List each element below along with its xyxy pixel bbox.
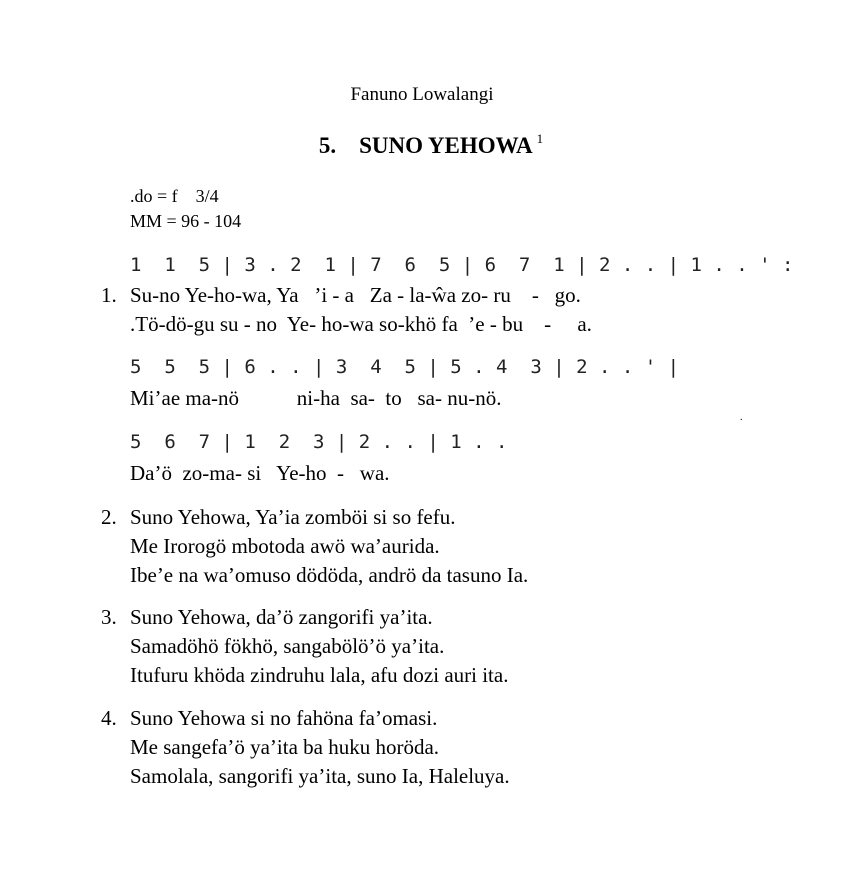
lyric-line: .Tö-dö-gu su - no Ye- ho-wa so-khö fa ’e - bu - a. <box>130 312 592 336</box>
verse-number-2: 2. <box>101 505 117 529</box>
lyric-line: Mi’ae ma-nö ni-ha sa- to sa- nu-nö. <box>130 386 502 410</box>
verse-number-4: 4. <box>101 706 117 730</box>
verse-line: Suno Yehowa, Ya’ia zomböi si so fefu. <box>130 505 456 529</box>
lyric-line: Su-no Ye-ho-wa, Ya ’i - a Za - la-ŵa zo- ru - go. <box>130 283 581 307</box>
stray-mark: . <box>740 412 743 423</box>
notation-line-1: 1 1 5 | 3 . 2 1 | 7 6 5 | 6 7 1 | 2 . . | 1 . . ' : <box>130 254 794 276</box>
verse-line: Samolala, sangorifi ya’ita, suno Ia, Haleluya. <box>130 764 510 788</box>
verse-line: Itufuru khöda zindruhu lala, afu dozi auri ita. <box>130 663 509 687</box>
verse-line: Me sangefa’ö ya’ita ba huku horöda. <box>130 735 440 759</box>
metronome-mark: MM = 96 - 104 <box>130 211 242 231</box>
hymn-title <box>0 131 844 159</box>
book-title: Fanuno Lowalangi <box>350 84 494 105</box>
verse-line: Suno Yehowa si no fahöna fa’omasi. <box>130 706 438 730</box>
hymn-number: 5. <box>318 133 337 158</box>
verse-line: Suno Yehowa, da’ö zangorifi ya’ita. <box>130 605 433 629</box>
notation-line-3: 5 6 7 | 1 2 3 | 2 . . | 1 . . <box>130 431 508 453</box>
verse-line: Samadöhö fökhö, sangabölö’ö ya’ita. <box>130 634 445 658</box>
footnote-marker: 1 <box>536 131 544 146</box>
notation-line-2: 5 5 5 | 6 . . | 3 4 5 | 5 . 4 3 | 2 . . ' | <box>130 356 680 378</box>
verse-line: Me Irorogö mbotoda awö wa’aurida. <box>130 534 440 558</box>
verse-number-3: 3. <box>101 605 117 629</box>
hymn-title-text: SUNO YEHOWA <box>359 133 533 158</box>
lyric-line: Da’ö zo-ma- si Ye-ho - wa. <box>130 461 390 485</box>
verse-line: Ibe’e na wa’omuso dödöda, andrö da tasuno Ia. <box>130 563 529 587</box>
key-signature: .do = f 3/4 <box>130 186 219 206</box>
verse-number-1: 1. <box>101 283 117 307</box>
